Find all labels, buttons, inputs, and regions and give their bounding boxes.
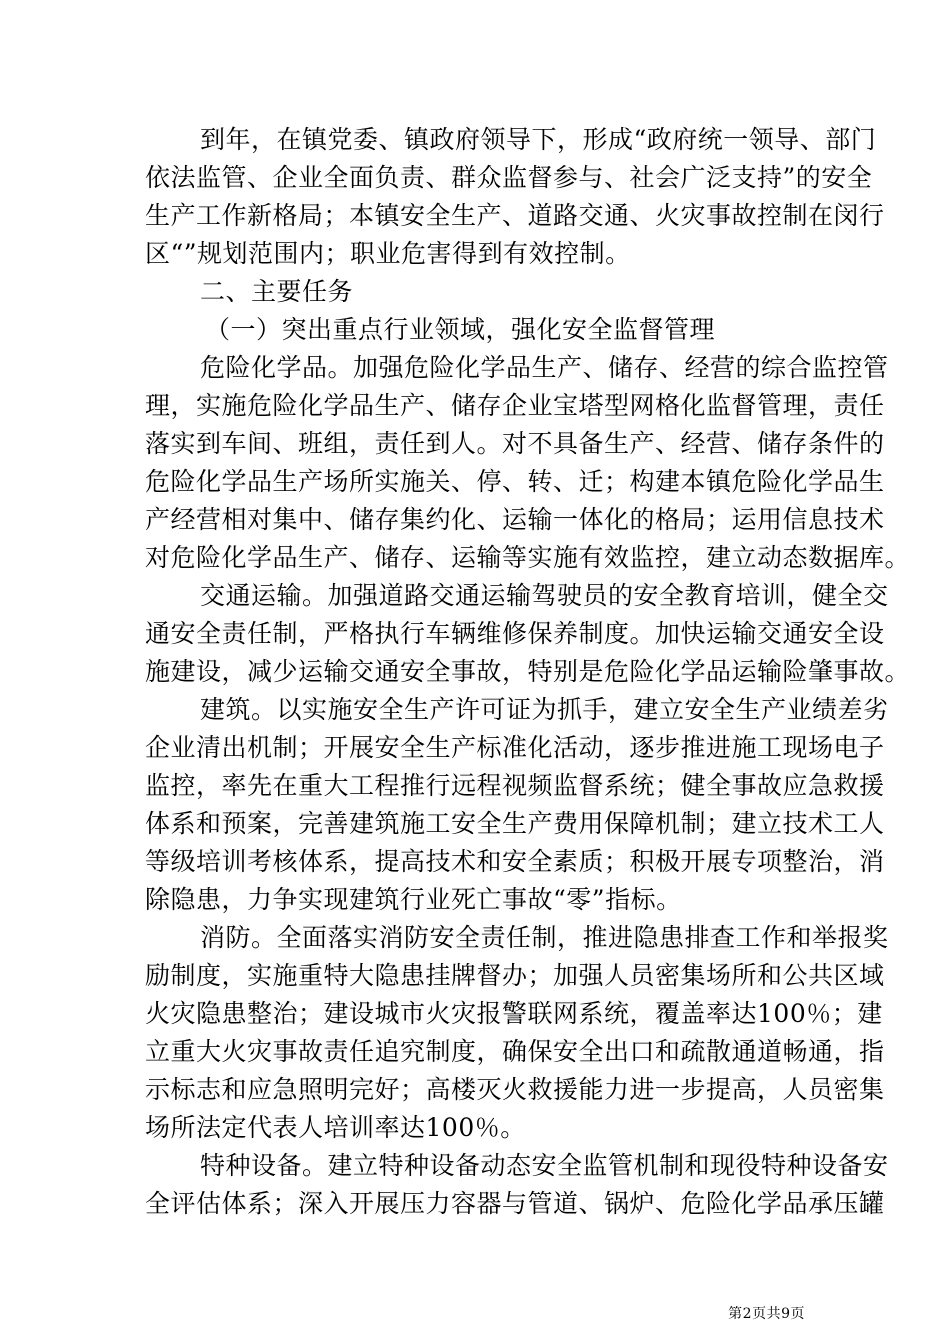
text-line-22: 消防。全面落实消防安全责任制，推进隐患排查工作和举报奖 bbox=[200, 923, 889, 952]
text-line-3: 生产工作新格局；本镇安全生产、道路交通、火灾事故控制在闵行 bbox=[145, 201, 885, 230]
text-line-15: 施建设，减少运输交通安全事故，特别是危险化学品运输险肇事故。 bbox=[145, 657, 911, 686]
section-heading: 二、主要任务 bbox=[200, 277, 354, 306]
text-line-20: 等级培训考核体系，提高技术和安全素质；积极开展专项整治，消 bbox=[145, 847, 885, 876]
text-line-12: 对危险化学品生产、储存、运输等实施有效监控，建立动态数据库。 bbox=[145, 543, 911, 572]
text-line-9: 落实到车间、班组，责任到人。对不具备生产、经营、储存条件的 bbox=[145, 429, 885, 458]
text-line-24: 火灾隐患整治；建设城市火灾报警联网系统，覆盖率达100％；建 bbox=[145, 999, 883, 1028]
text-line-28: 特种设备。建立特种设备动态安全监管机制和现役特种设备安 bbox=[200, 1151, 889, 1180]
text-line-29: 全评估体系；深入开展压力容器与管道、锅炉、危险化学品承压罐 bbox=[145, 1189, 885, 1218]
text-line-14: 通安全责任制，严格执行车辆维修保养制度。加快运输交通安全设 bbox=[145, 619, 885, 648]
text-line-21: 除隐患，力争实现建筑行业死亡事故“零”指标。 bbox=[145, 885, 682, 914]
subsection-heading: （一）突出重点行业领域，强化安全监督管理 bbox=[205, 315, 716, 344]
text-line-8: 理，实施危险化学品生产、储存企业宝塔型网格化监督管理，责任 bbox=[145, 391, 885, 420]
text-line-2: 依法监管、企业全面负责、群众监督参与、社会广泛支持”的安全 bbox=[145, 163, 873, 192]
text-line-16: 建筑。以实施安全生产许可证为抓手，建立安全生产业绩差劣 bbox=[200, 695, 889, 724]
text-line-10: 危险化学品生产场所实施关、停、转、迁；构建本镇危险化学品生 bbox=[145, 467, 885, 496]
text-line-26: 示标志和应急照明完好；高楼灭火救援能力进一步提高，人员密集 bbox=[145, 1075, 885, 1104]
text-line-27: 场所法定代表人培训率达100％。 bbox=[145, 1113, 526, 1142]
text-line-11: 产经营相对集中、储存集约化、运输一体化的格局；运用信息技术 bbox=[145, 505, 885, 534]
text-line-4: 区“”规划范围内；职业危害得到有效控制。 bbox=[145, 239, 631, 268]
page-number-footer: 第2页共9页 bbox=[728, 1306, 805, 1322]
text-line-13: 交通运输。加强道路交通运输驾驶员的安全教育培训，健全交 bbox=[200, 581, 889, 610]
text-line-1: 到年，在镇党委、镇政府领导下，形成“政府统一领导、部门 bbox=[200, 125, 877, 154]
text-line-7: 危险化学品。加强危险化学品生产、储存、经营的综合监控管 bbox=[200, 353, 889, 382]
text-line-23: 励制度，实施重特大隐患挂牌督办；加强人员密集场所和公共区域 bbox=[145, 961, 885, 990]
text-line-25: 立重大火灾事故责任追究制度，确保安全出口和疏散通道畅通，指 bbox=[145, 1037, 885, 1066]
text-line-18: 监控，率先在重大工程推行远程视频监督系统；健全事故应急救援 bbox=[145, 771, 885, 800]
text-line-19: 体系和预案，完善建筑施工安全生产费用保障机制；建立技术工人 bbox=[145, 809, 885, 838]
text-line-17: 企业清出机制；开展安全生产标准化活动，逐步推进施工现场电子 bbox=[145, 733, 885, 762]
